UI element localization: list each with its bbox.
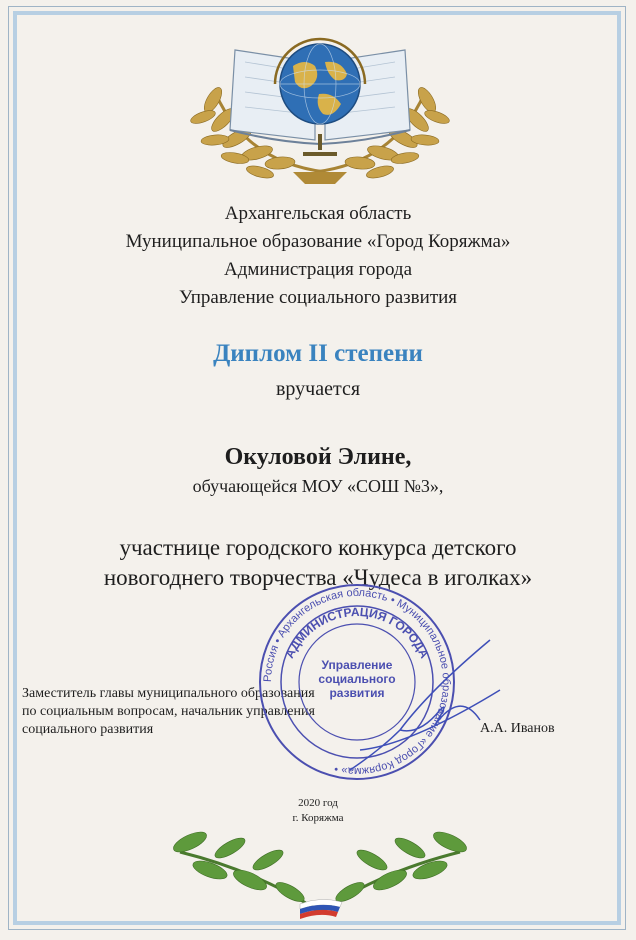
- recipient-school: обучающейся МОУ «СОШ №3»,: [192, 476, 444, 496]
- signer-position-line-1: Заместитель главы муниципального образования: [22, 686, 315, 701]
- contest-line-2: новогоднего творчества «Чудеса в иголках»: [103, 565, 533, 590]
- header-department: Управление социального развития: [178, 287, 458, 308]
- stamp-center-text: Управление социального развития: [318, 658, 396, 700]
- stamp-inner-ring-text: АДМИНИСТРАЦИЯ ГОРОДА: [282, 604, 432, 661]
- footer-city: г. Коряжма: [292, 812, 344, 824]
- signer-position-line-3: социального развития: [22, 722, 154, 737]
- footer-year: 2020 год: [298, 797, 338, 809]
- handwritten-signature: [340, 630, 510, 780]
- header-region: Архангельская область: [224, 203, 412, 224]
- recipient-name: Окуловой Элине,: [224, 444, 412, 470]
- header-municipality: Муниципальное образование «Город Коряжма»: [125, 231, 511, 252]
- awarded-text: вручается: [275, 378, 361, 400]
- stamp-ring-text: Россия • Архангельская область • Муниципальное образование «Город Коряжма» •: [261, 586, 453, 778]
- diploma-title: Диплом II степени: [213, 340, 423, 367]
- header-administration: Администрация города: [223, 259, 412, 280]
- signer-name: А.А. Иванов: [480, 721, 555, 736]
- signer-position-line-2: по социальным вопросам, начальник управления: [22, 704, 315, 719]
- tricolor-ribbon-icon: [300, 899, 342, 919]
- contest-line-1: участнице городского конкурса детского: [119, 535, 517, 560]
- globe-book-laurel-emblem: [175, 22, 465, 192]
- green-branches-ornament: [150, 812, 490, 922]
